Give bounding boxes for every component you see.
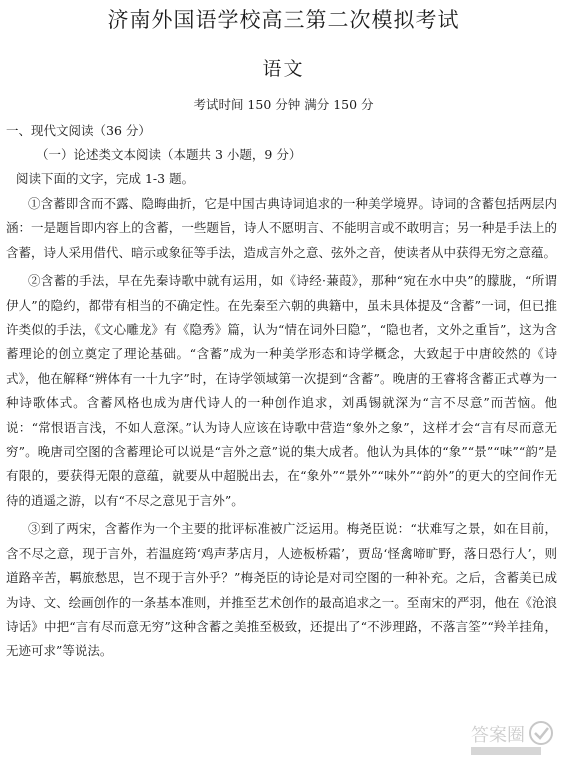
paragraph-3: ③到了两宋，含蓄作为一个主要的批评标准被广泛运用。梅尧臣说：“状难写之景，如在目前，含不尽之意，现于言外，若温庭筠‘鸡声茅店月，人迹板桥霜’，贾岛‘怪禽啼旷野，落日恐行人’，则道路辛苦，羁旅愁思，岂不现于言外乎？”梅尧臣的诗论是对司空图的一种补充。之后，含蓄美已成为诗、文、绘画创作的一条基本准则，并推至艺术创作的最高追求之一。至南宋的严羽，他在《沧浪诗话》中把“言有尽而意无穷”这种含蓄之美推至极致，还提出了“不涉理路，不落言筌”“羚羊挂角，无迹可求”等说法。 bbox=[6, 521, 557, 659]
reading-instruction: 阅读下面的文字，完成 1-3 题。 bbox=[16, 171, 195, 186]
subject-heading: 语文 bbox=[262, 58, 305, 80]
paragraph-2: ②含蓄的手法，早在先秦诗歌中就有运用，如《诗经·蒹葭》，那种“宛在水中央”的朦胧，“所谓伊人”的隐约，都带有相当的不确定性。在先秦至六朝的典籍中，虽未具体提及“含蓄”一词，但已推许类似的手法，《文心雕龙》有《隐秀》篇，认为“情在词外曰隐”，“隐也者，文外之重旨”，这为含蓄理论的创立奠定了理论基础。“含蓄”成为一种美学形态和诗学概念，大致起于中唐皎然的《诗式》，他在解释“辨体有一十九字”时，在诗学领域第一次提到“含蓄”。晚唐的王睿将含蓄正式尊为一种诗歌体式。含蓄风格也成为唐代诗人的一种创作追求，刘禹锡就深为“言不尽意”而苦恼。他说：“常恨语言浅，不如人意深。”认为诗人应该在诗歌中营造“象外之象”，这样才会“言有尽而意无穷”。晚唐司空图的含蓄理论可以说是“言外之意”说的集大成者。他认为具体的“象”“景”“味”“韵”是有限的，要获得无限的意蕴，就要从中超脱出去，在“象外”“景外”“味外”“韵外”的更大的空间作无待的逍遥之游，以有“不尽之意见于言外”。 bbox=[6, 273, 557, 508]
paragraph-1: ①含蓄即含而不露、隐晦曲折，它是中国古典诗词追求的一种美学境界。诗词的含蓄包括两层内涵：一是题旨即内容上的含蓄，一些题旨，诗人不愿明言、不能明言或不敢明言；另一种是手法上的含蓄，诗人采用借代、暗示或象征等手法，造成言外之意、弦外之音，使读者从中获得无穷之意蕴。 bbox=[6, 196, 557, 260]
watermark-logo-icon bbox=[467, 717, 559, 763]
section-heading: 一、现代文阅读（36 分） bbox=[6, 123, 151, 138]
subsection-heading: （一）论述类文本阅读（本题共 3 小题，9 分） bbox=[36, 147, 302, 162]
exam-meta: 考试时间 150 分钟 满分 150 分 bbox=[193, 97, 374, 112]
exam-title: 济南外国语学校高三第二次模拟考试 bbox=[107, 8, 460, 32]
watermark-text: 答案圈 bbox=[471, 725, 525, 746]
